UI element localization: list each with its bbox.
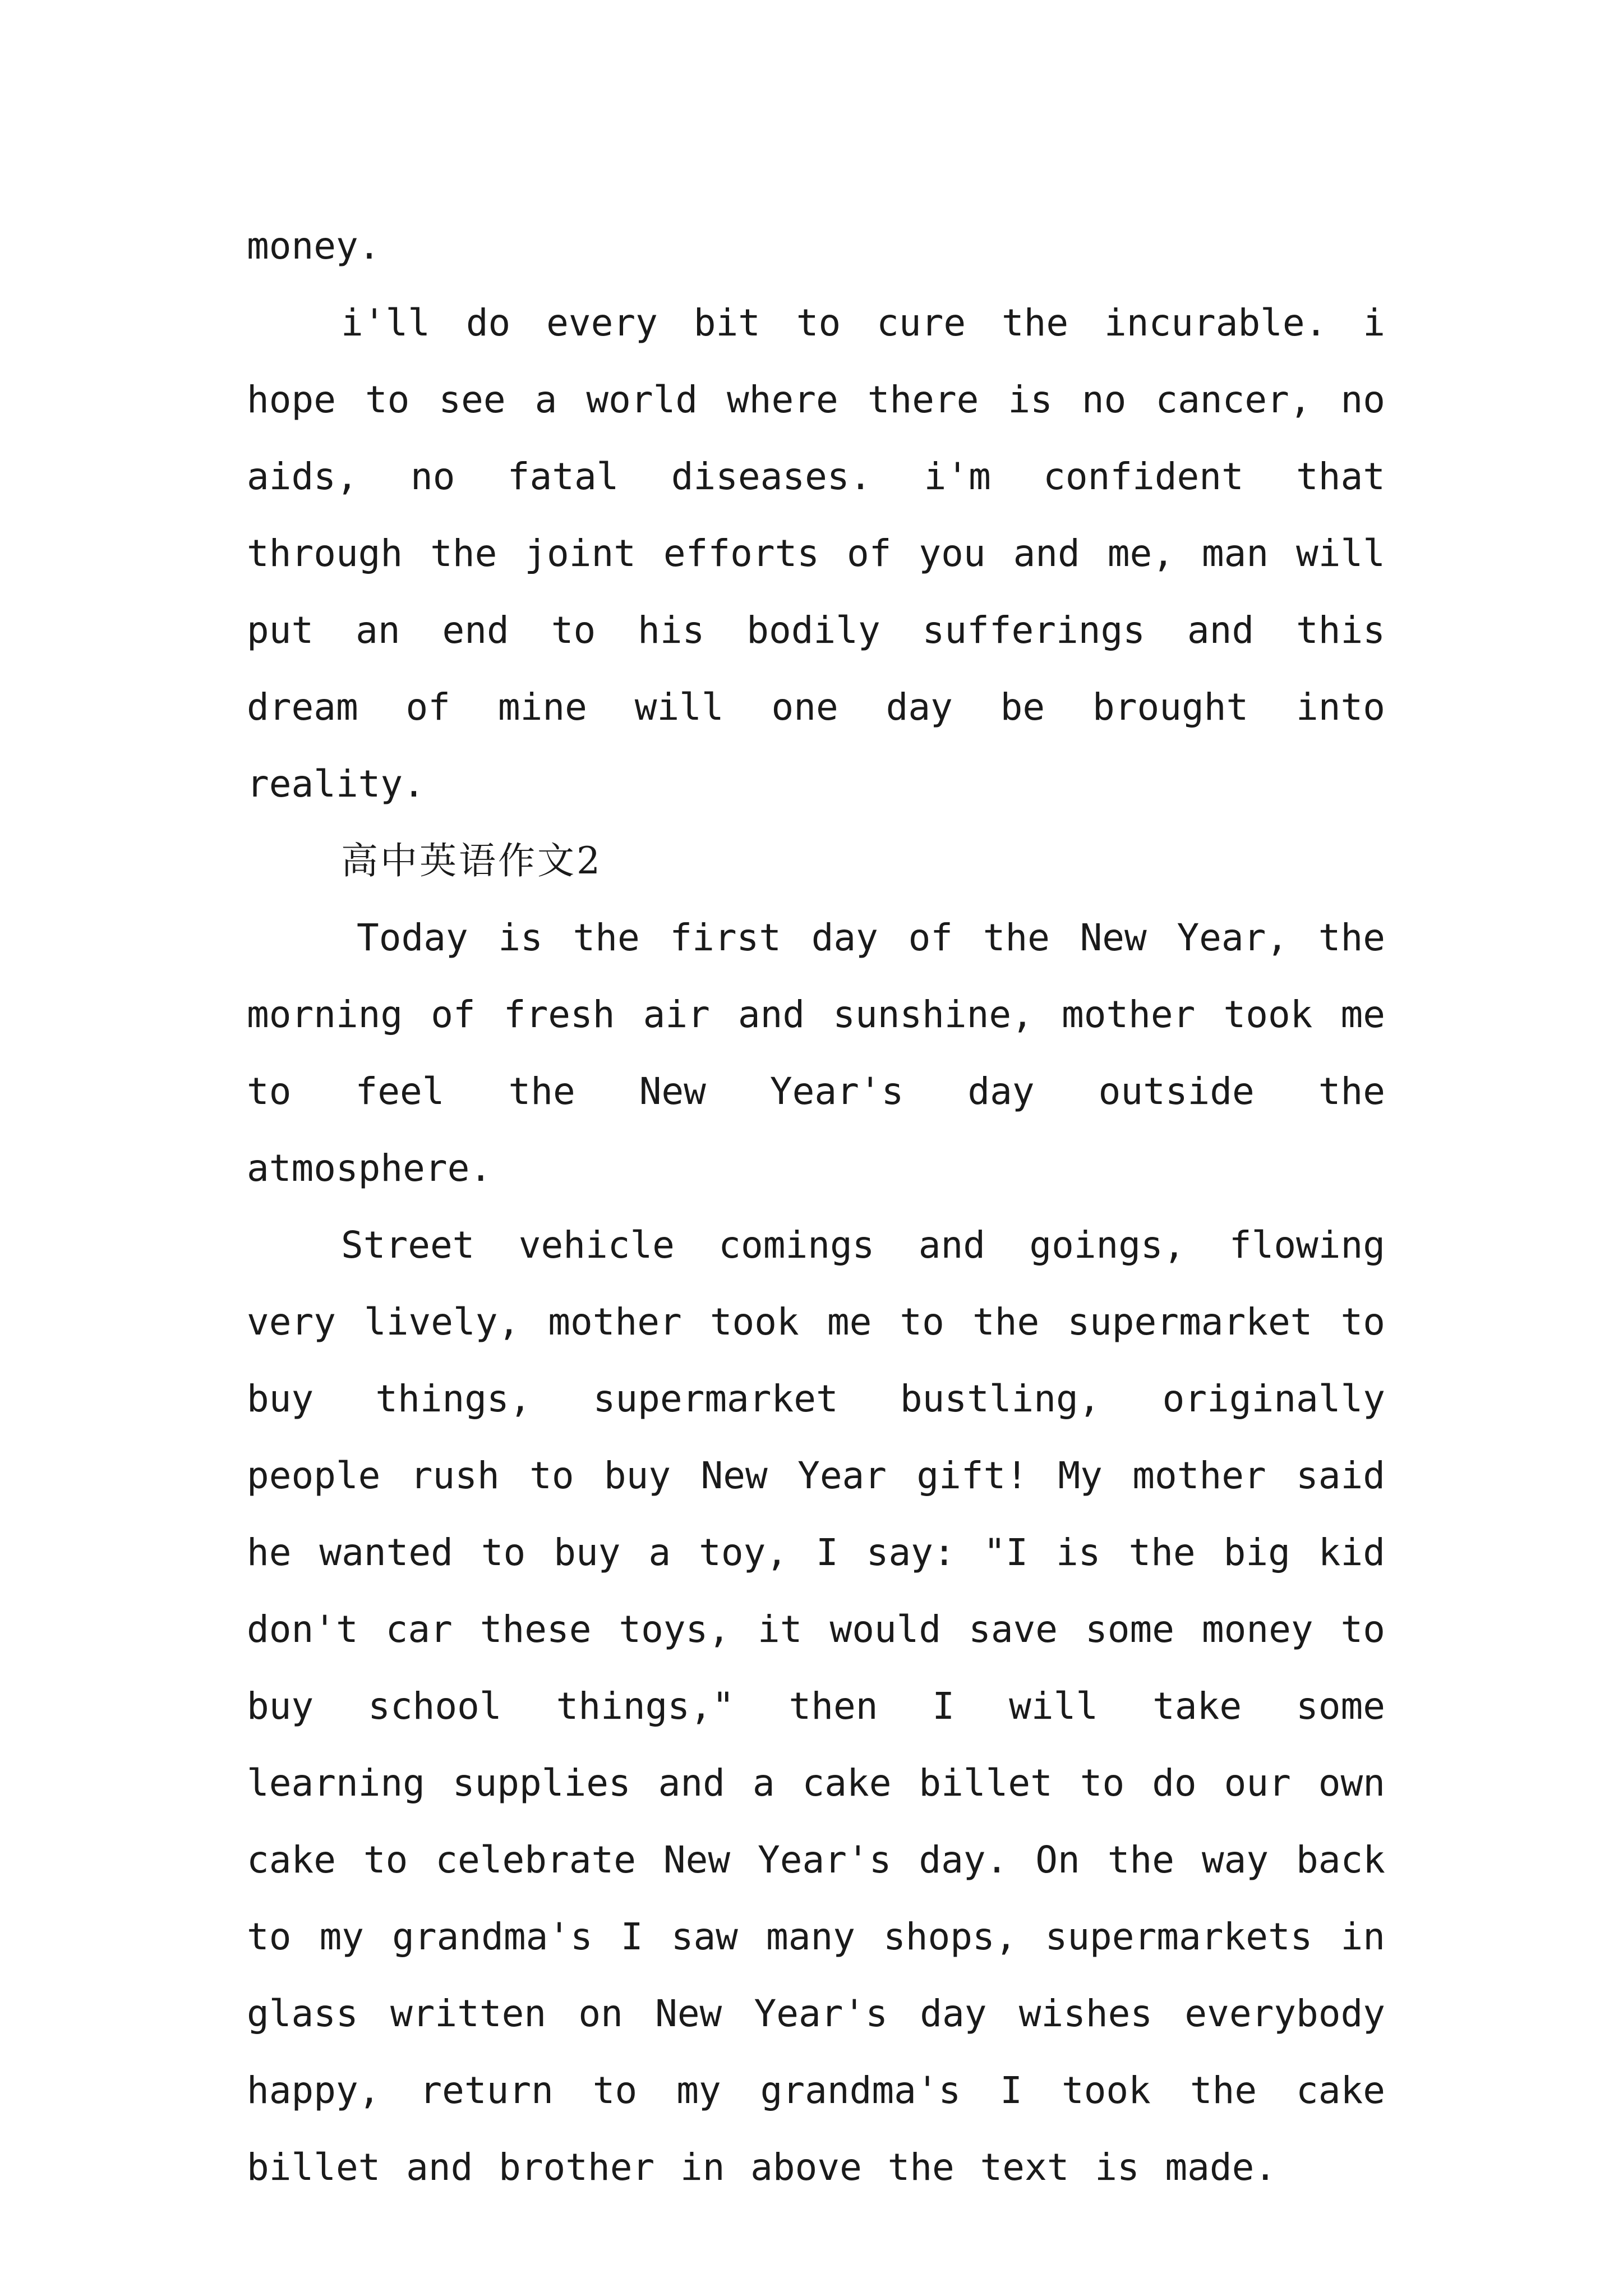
paragraph-cure: i'll do every bit to cure the incurable. i hope to see a world where there is no cancer, no aids, no fatal diseases. i'm confident that through the joint efforts of you and me, man will put an end to his bodily sufferings and this dream of mine will one day be brought into reality. — [247, 301, 1385, 806]
paragraph-street: Street vehicle comings and goings, flowing very lively, mother took me to the supermarket to buy things, supermarket bustling, originally people rush to buy New Year gift! My mother said he wanted to buy a toy, I say: "I is the big kid don't car these toys, it would save some money to buy school things," then I will take some learning supplies and a cake billet to do our own cake to celebrate New Year's day. On the way back to my grandma's I saw many shops, supermarkets in glass written on New Year's day wishes everybody happy, return to my grandma's I took the cake billet and brother in above the text is made. — [247, 1223, 1385, 2189]
paragraph-new-year: Today is the first day of the New Year, the morning of fresh air and sunshine, mother took me to feel the New Year's day outside the atmosphere. — [247, 916, 1385, 1190]
document-body — [247, 208, 1385, 2206]
paragraph-continuation: money. — [247, 224, 381, 268]
essay-heading: 高中英语作文2 — [341, 839, 602, 882]
